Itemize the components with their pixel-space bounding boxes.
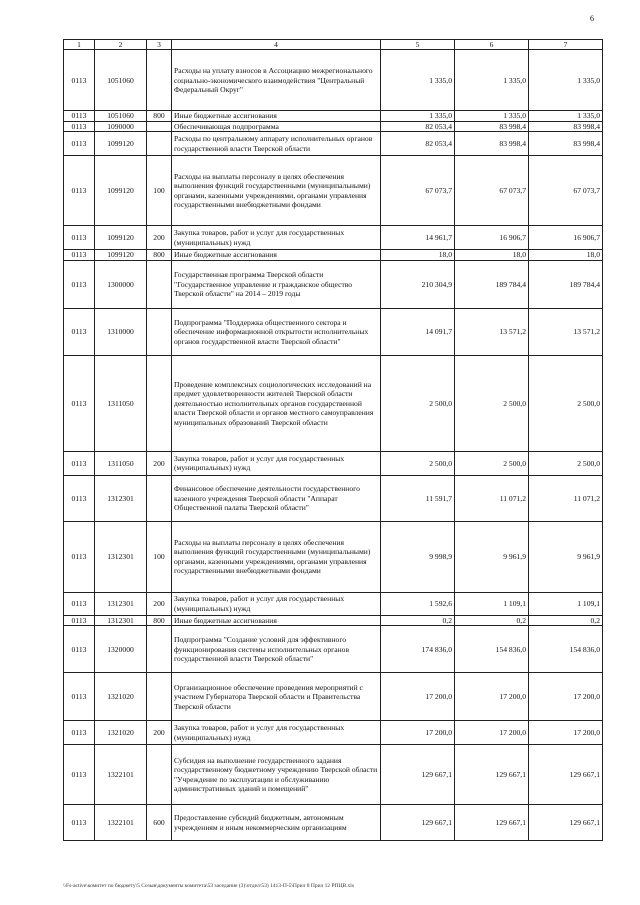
amount-cell: 67 073,7 — [455, 156, 529, 226]
table-row — [64, 745, 603, 805]
amount-cell: 174 836,0 — [381, 626, 455, 673]
expense-type-cell — [147, 475, 172, 521]
target-code-cell: 1311050 — [95, 451, 147, 475]
amount-cell: 82 053,4 — [381, 132, 455, 156]
section-code-cell: 0113 — [64, 615, 95, 625]
header-row — [64, 40, 603, 50]
section-code-cell: 0113 — [64, 111, 95, 121]
target-code-cell: 1051060 — [95, 111, 147, 121]
target-code-cell: 1321020 — [95, 673, 147, 721]
amount-cell: 11 591,7 — [381, 475, 455, 521]
amount-cell: 129 667,1 — [529, 745, 603, 805]
expense-name-cell: Субсидия на выполнение государственного задания государственному бюджетному учреждению Тверской области "Учреждение по эксплуатации и обслуживанию административных зданий и помещений" — [172, 745, 381, 805]
section-code-cell: 0113 — [64, 260, 95, 308]
expense-type-cell: 800 — [147, 111, 172, 121]
amount-cell: 1 335,0 — [381, 50, 455, 111]
expense-type-cell: 600 — [147, 805, 172, 841]
table-row — [64, 111, 603, 121]
amount-cell: 18,0 — [455, 250, 529, 260]
section-code-cell: 0113 — [64, 451, 95, 475]
amount-cell: 14 961,7 — [381, 226, 455, 250]
amount-cell: 13 571,2 — [455, 308, 529, 355]
target-code-cell: 1090000 — [95, 121, 147, 131]
target-code-cell: 1099120 — [95, 132, 147, 156]
amount-cell: 189 784,4 — [455, 260, 529, 308]
expense-name-cell: Иные бюджетные ассигнования — [172, 615, 381, 625]
amount-cell: 83 998,4 — [529, 132, 603, 156]
target-code-cell: 1310000 — [95, 308, 147, 355]
section-code-cell: 0113 — [64, 132, 95, 156]
expense-name-cell: Подпрограмма "Поддержка общественного сектора и обеспечение информационной открытости исполнительных органов государственной власти Тверской области" — [172, 308, 381, 355]
amount-cell: 17 200,0 — [381, 673, 455, 721]
amount-cell: 1 335,0 — [529, 111, 603, 121]
expense-type-cell — [147, 355, 172, 451]
amount-cell: 129 667,1 — [455, 805, 529, 841]
table-row — [64, 451, 603, 475]
expense-type-cell: 800 — [147, 250, 172, 260]
amount-cell: 9 961,9 — [455, 521, 529, 592]
expense-name-cell: Расходы на уплату взносов в Ассоциацию межрегионального социально-экономического взаимодействия "Центральный Федеральный Округ" — [172, 50, 381, 111]
table-row — [64, 308, 603, 355]
expense-type-cell — [147, 308, 172, 355]
column-header: 5 — [381, 40, 455, 50]
column-header: 4 — [172, 40, 381, 50]
amount-cell: 1 335,0 — [381, 111, 455, 121]
expense-name-cell: Иные бюджетные ассигнования — [172, 250, 381, 260]
expense-name-cell: Государственная программа Тверской области "Государственное управление и гражданское общество Тверской области" на 2014 – 2019 годы — [172, 260, 381, 308]
expense-name-cell: Расходы на выплаты персоналу в целях обеспечения выполнения функций государственными (муниципальными) органами, казенными учреждениями, органами управления государственными внебюджетными фондами — [172, 521, 381, 592]
target-code-cell: 1099120 — [95, 226, 147, 250]
amount-cell: 2 500,0 — [455, 355, 529, 451]
expense-name-cell: Расходы по центральному аппарату исполнительных органов государственной власти Тверской области — [172, 132, 381, 156]
amount-cell: 17 200,0 — [529, 673, 603, 721]
expense-name-cell: Расходы на выплаты персоналу в целях обеспечения выполнения функций государственными (муниципальными) органами, казенными учреждениями, органами управления государственными внебюджетными фондами — [172, 156, 381, 226]
amount-cell: 0,2 — [381, 615, 455, 625]
section-code-cell: 0113 — [64, 673, 95, 721]
expense-name-cell: Предоставление субсидий бюджетным, автономным учреждениям и иным некоммерческим организациям — [172, 805, 381, 841]
table-row — [64, 250, 603, 260]
amount-cell: 2 500,0 — [381, 451, 455, 475]
section-code-cell: 0113 — [64, 592, 95, 615]
target-code-cell: 1051060 — [95, 50, 147, 111]
footer-file-path: \\Fs-active\комитет по бюджету\5 Созыв\документы комитета\53 заседание (3)\отдел\53) 1413-П-5\Прил 8 Прил 12 РПЦВ.xls — [63, 883, 354, 889]
amount-cell: 16 906,7 — [455, 226, 529, 250]
table-row — [64, 805, 603, 841]
table-row — [64, 615, 603, 625]
target-code-cell: 1312301 — [95, 475, 147, 521]
expense-name-cell: Закупка товаров, работ и услуг для государственных (муниципальных) нужд — [172, 451, 381, 475]
target-code-cell: 1312301 — [95, 592, 147, 615]
target-code-cell: 1322101 — [95, 805, 147, 841]
target-code-cell: 1321020 — [95, 721, 147, 745]
amount-cell: 83 998,4 — [455, 132, 529, 156]
amount-cell: 13 571,2 — [529, 308, 603, 355]
amount-cell: 82 053,4 — [381, 121, 455, 131]
amount-cell: 2 500,0 — [529, 355, 603, 451]
amount-cell: 11 071,2 — [455, 475, 529, 521]
amount-cell: 129 667,1 — [529, 805, 603, 841]
expense-type-cell: 200 — [147, 451, 172, 475]
amount-cell: 1 109,1 — [529, 592, 603, 615]
column-header: 6 — [455, 40, 529, 50]
amount-cell: 17 200,0 — [381, 721, 455, 745]
amount-cell: 129 667,1 — [381, 745, 455, 805]
expense-name-cell: Иные бюджетные ассигнования — [172, 111, 381, 121]
expense-type-cell: 200 — [147, 592, 172, 615]
target-code-cell: 1311050 — [95, 355, 147, 451]
target-code-cell: 1300000 — [95, 260, 147, 308]
table-row — [64, 355, 603, 451]
target-code-cell: 1099120 — [95, 156, 147, 226]
amount-cell: 2 500,0 — [529, 451, 603, 475]
amount-cell: 9 998,9 — [381, 521, 455, 592]
amount-cell: 11 071,2 — [529, 475, 603, 521]
column-header: 2 — [95, 40, 147, 50]
amount-cell: 154 836,0 — [529, 626, 603, 673]
column-header: 1 — [64, 40, 95, 50]
column-header: 3 — [147, 40, 172, 50]
page-number: 6 — [590, 14, 594, 23]
expense-type-cell — [147, 132, 172, 156]
expense-name-cell: Организационное обеспечение проведения мероприятий с участием Губернатора Тверской области и Правительства Тверской области — [172, 673, 381, 721]
table-row — [64, 260, 603, 308]
amount-cell: 1 335,0 — [455, 111, 529, 121]
expense-type-cell — [147, 626, 172, 673]
expense-type-cell — [147, 673, 172, 721]
table-row — [64, 132, 603, 156]
amount-cell: 2 500,0 — [455, 451, 529, 475]
column-header: 7 — [529, 40, 603, 50]
amount-cell: 1 592,6 — [381, 592, 455, 615]
amount-cell: 210 304,9 — [381, 260, 455, 308]
section-code-cell: 0113 — [64, 226, 95, 250]
amount-cell: 14 091,7 — [381, 308, 455, 355]
expense-type-cell: 800 — [147, 615, 172, 625]
amount-cell: 17 200,0 — [455, 721, 529, 745]
amount-cell: 0,2 — [455, 615, 529, 625]
amount-cell: 16 906,7 — [529, 226, 603, 250]
expense-name-cell: Финансовое обеспечение деятельности государственного казенного учреждения Тверской области "Аппарат Общественной палаты Тверской области" — [172, 475, 381, 521]
expense-type-cell: 200 — [147, 226, 172, 250]
expense-name-cell: Обеспечивающая подпрограмма — [172, 121, 381, 131]
amount-cell: 67 073,7 — [381, 156, 455, 226]
expense-name-cell: Закупка товаров, работ и услуг для государственных (муниципальных) нужд — [172, 592, 381, 615]
table-row — [64, 226, 603, 250]
section-code-cell: 0113 — [64, 805, 95, 841]
amount-cell: 83 998,4 — [455, 121, 529, 131]
budget-table — [63, 39, 603, 841]
section-code-cell: 0113 — [64, 626, 95, 673]
amount-cell: 1 335,0 — [455, 50, 529, 111]
section-code-cell: 0113 — [64, 308, 95, 355]
amount-cell: 1 109,1 — [455, 592, 529, 615]
section-code-cell: 0113 — [64, 121, 95, 131]
table-row — [64, 521, 603, 592]
table-row — [64, 721, 603, 745]
table-row — [64, 121, 603, 131]
expense-type-cell: 200 — [147, 721, 172, 745]
section-code-cell: 0113 — [64, 156, 95, 226]
target-code-cell: 1312301 — [95, 615, 147, 625]
section-code-cell: 0113 — [64, 355, 95, 451]
section-code-cell: 0113 — [64, 745, 95, 805]
amount-cell: 0,2 — [529, 615, 603, 625]
amount-cell: 2 500,0 — [381, 355, 455, 451]
target-code-cell: 1312301 — [95, 521, 147, 592]
target-code-cell: 1320000 — [95, 626, 147, 673]
expense-name-cell: Закупка товаров, работ и услуг для государственных (муниципальных) нужд — [172, 226, 381, 250]
expense-type-cell — [147, 745, 172, 805]
amount-cell: 18,0 — [381, 250, 455, 260]
target-code-cell: 1322101 — [95, 745, 147, 805]
section-code-cell: 0113 — [64, 721, 95, 745]
amount-cell: 17 200,0 — [455, 673, 529, 721]
table-row — [64, 626, 603, 673]
amount-cell: 1 335,0 — [529, 50, 603, 111]
amount-cell: 189 784,4 — [529, 260, 603, 308]
table-row — [64, 475, 603, 521]
expense-type-cell — [147, 260, 172, 308]
expense-type-cell: 100 — [147, 156, 172, 226]
section-code-cell: 0113 — [64, 250, 95, 260]
table-row — [64, 673, 603, 721]
amount-cell: 154 836,0 — [455, 626, 529, 673]
table-row — [64, 592, 603, 615]
expense-type-cell — [147, 121, 172, 131]
expense-type-cell: 100 — [147, 521, 172, 592]
section-code-cell: 0113 — [64, 521, 95, 592]
amount-cell: 83 998,4 — [529, 121, 603, 131]
expense-type-cell — [147, 50, 172, 111]
target-code-cell: 1099120 — [95, 250, 147, 260]
amount-cell: 9 961,9 — [529, 521, 603, 592]
table-row — [64, 156, 603, 226]
expense-name-cell: Закупка товаров, работ и услуг для государственных (муниципальных) нужд — [172, 721, 381, 745]
section-code-cell: 0113 — [64, 475, 95, 521]
section-code-cell: 0113 — [64, 50, 95, 111]
amount-cell: 18,0 — [529, 250, 603, 260]
expense-name-cell: Проведение комплексных социологических исследований на предмет удовлетворенности жителей Тверской области деятельностью исполнительных органов государственной власти Тверской области и органов местного самоуправления муниципальных образований Тверской области — [172, 355, 381, 451]
table-row — [64, 50, 603, 111]
amount-cell: 17 200,0 — [529, 721, 603, 745]
amount-cell: 67 073,7 — [529, 156, 603, 226]
amount-cell: 129 667,1 — [455, 745, 529, 805]
expense-name-cell: Подпрограмма "Создание условий для эффективного функционирования системы исполнительных органов государственной власти Тверской области" — [172, 626, 381, 673]
amount-cell: 129 667,1 — [381, 805, 455, 841]
